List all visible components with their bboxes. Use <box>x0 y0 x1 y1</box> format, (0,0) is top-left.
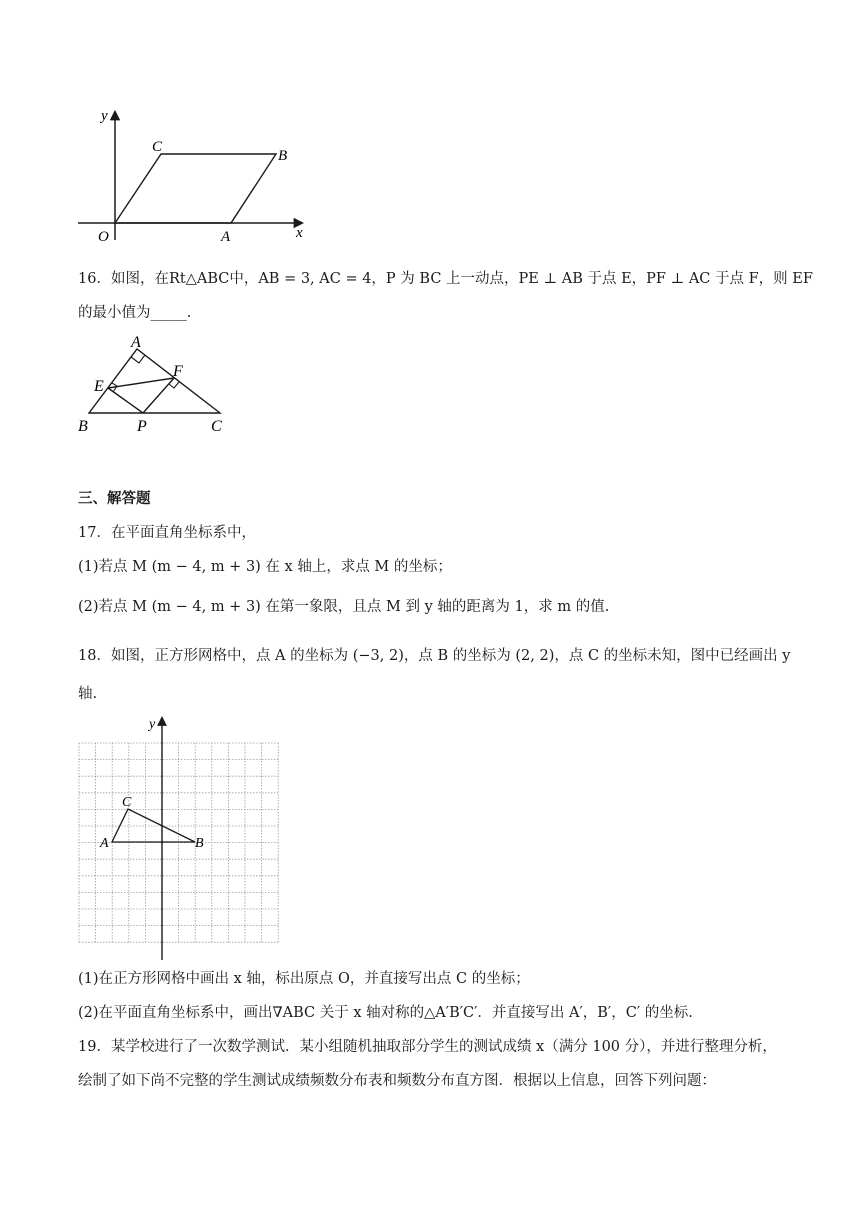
label-b: B <box>195 836 204 851</box>
figure-right-triangle <box>76 330 236 438</box>
label-p: P <box>137 418 147 435</box>
triangle-abc <box>112 809 195 842</box>
label-b: B <box>278 148 288 164</box>
label-a: A <box>100 836 109 851</box>
q18-part2: (2)在平面直角坐标系中，画出∇ABC 关于 x 轴对称的△A′B′C′．并直接写出 A′，B′，C′ 的坐标. <box>78 1005 693 1021</box>
label-a: A <box>221 229 231 245</box>
segment-pf <box>143 378 174 413</box>
segment-ef <box>108 378 174 388</box>
q19-line2: 绘制了如下尚不完整的学生测试成绩频数分布表和频数分布直方图．根据以上信息，回答下列问题： <box>78 1073 716 1089</box>
q18-line2: 轴. <box>78 686 98 702</box>
label-c: C <box>152 139 163 155</box>
label-y: y <box>101 108 108 124</box>
q17-stem: 17．在平面直角坐标系中， <box>78 525 256 541</box>
q18-part1: (1)在正方形网格中画出 x 轴，标出原点 O，并直接写出点 C 的坐标； <box>78 971 530 987</box>
label-b: B <box>78 418 88 435</box>
label-o: O <box>98 229 109 245</box>
label-a: A <box>131 334 141 351</box>
q19-line1: 19．某学校进行了一次数学测试．某小组随机抽取部分学生的测试成绩 x（满分 100 分），并进行整理分析， <box>78 1039 777 1055</box>
label-f: F <box>173 363 183 380</box>
label-y: y <box>149 717 156 732</box>
section-title: 三、解答题 <box>78 491 151 507</box>
q18-line1: 18．如图，正方形网格中，点 A 的坐标为 (−3, 2)，点 B 的坐标为 (2, 2)，点 C 的坐标未知，图中已经画出 y <box>78 648 791 664</box>
q16-line2: 的最小值为_____. <box>78 305 192 321</box>
label-c: C <box>211 418 222 435</box>
label-e: E <box>94 378 104 395</box>
figure-grid <box>70 712 286 962</box>
q17-part1: (1)若点 M (m − 4, m + 3) 在 x 轴上，求点 M 的坐标； <box>78 559 452 575</box>
label-x: x <box>296 225 303 241</box>
q16-line1: 16．如图，在Rt△ABC中，AB = 3, AC = 4，P 为 BC 上一动点，PE ⊥ AB 于点 E，PF ⊥ AC 于点 F，则 EF <box>78 271 813 287</box>
parallelogram-oabc <box>115 154 276 223</box>
q17-part2: (2)若点 M (m − 4, m + 3) 在第一象限，且点 M 到 y 轴的距离为 1，求 m 的值. <box>78 599 610 615</box>
label-c: C <box>122 795 132 810</box>
right-angle-a <box>131 355 145 363</box>
figure-parallelogram <box>70 100 320 245</box>
